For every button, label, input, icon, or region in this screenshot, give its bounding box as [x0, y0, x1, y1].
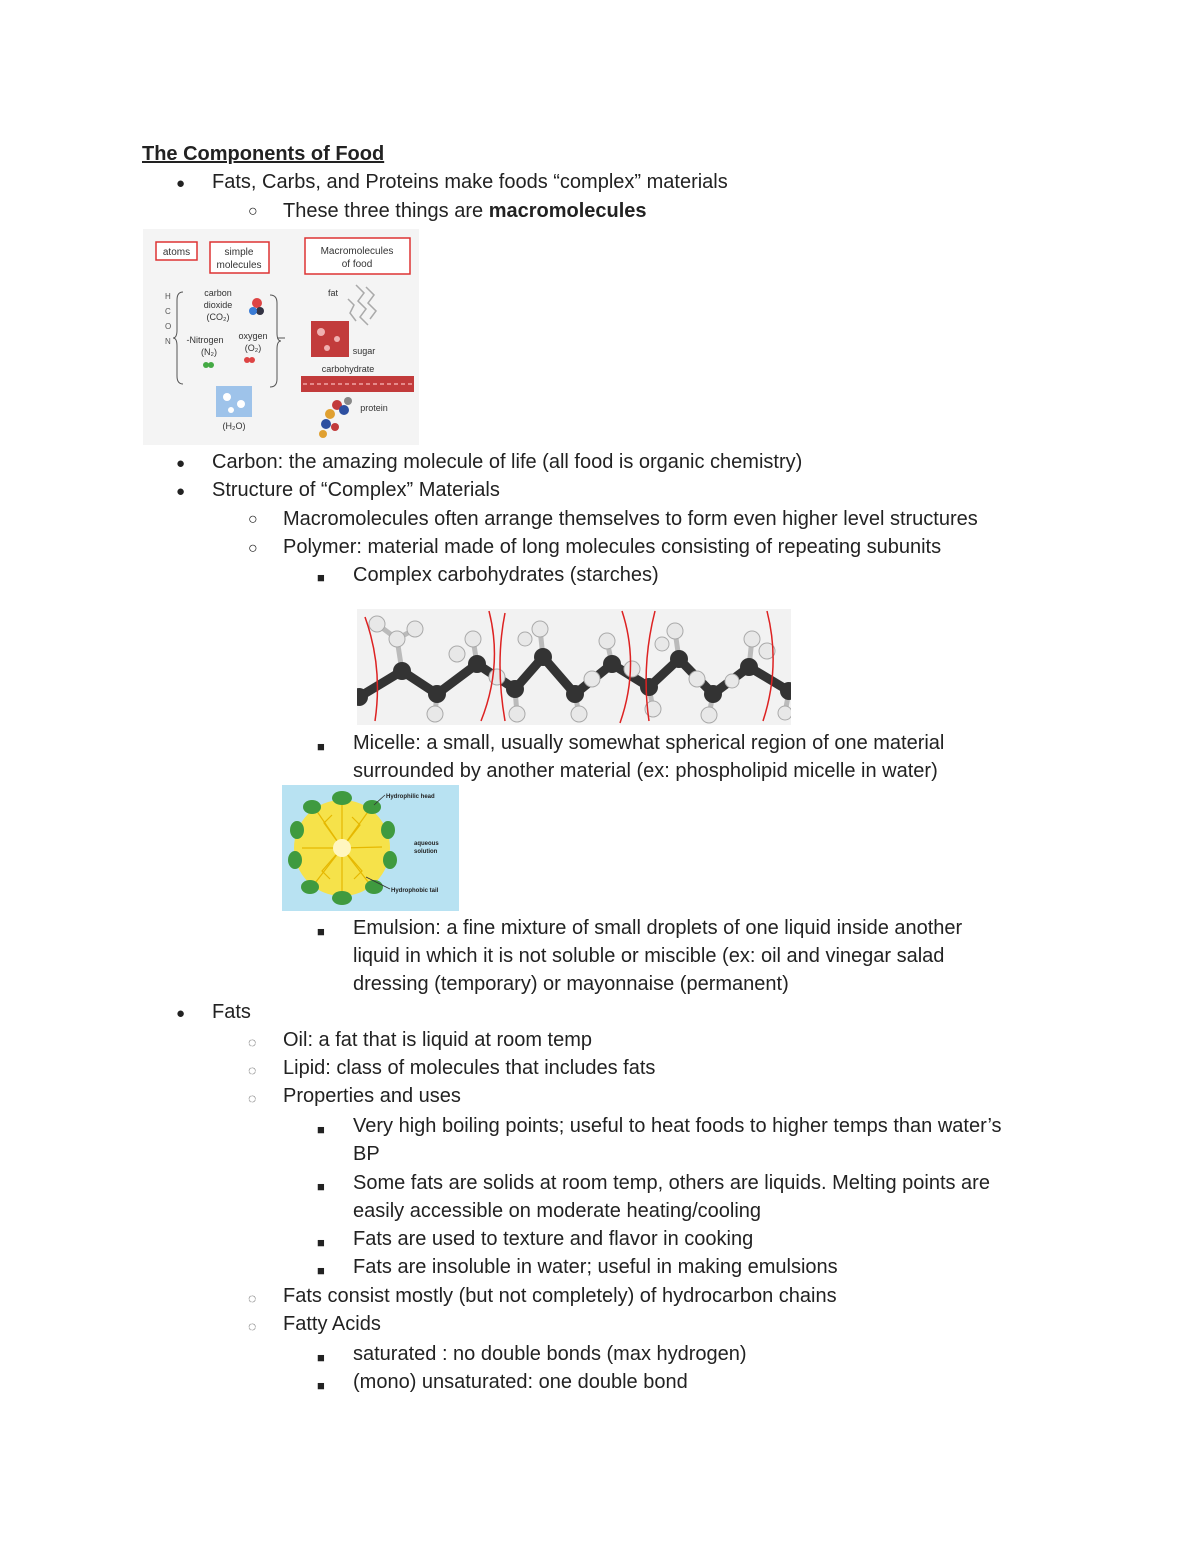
bullet-square: ■ — [317, 1263, 325, 1278]
list-item-boiling-1: Very high boiling points; useful to heat foods to higher temps than water’s — [353, 1115, 1002, 1137]
bullet-circle: ○ — [248, 540, 258, 557]
list-item-micelle-2: surrounded by another material (ex: phospholipid micelle in water) — [353, 760, 938, 782]
bullet-square: ■ — [317, 1122, 325, 1137]
list-item-saturated: saturated : no double bonds (max hydrogen) — [353, 1343, 747, 1365]
aqueous-solution-label-2: solution — [414, 849, 438, 855]
bullet-circle: ○ — [248, 203, 258, 220]
nitrogen-label-1: -Nitrogen — [186, 335, 224, 345]
bullet-dotted: ◌ — [248, 1062, 257, 1078]
micelle-figure — [282, 785, 459, 911]
bullet-square: ■ — [317, 1378, 325, 1393]
nitrogen-label-2: (N₂) — [201, 347, 217, 357]
bullet-dotted: ◌ — [248, 1034, 257, 1050]
macromolecules-label-2: of food — [341, 259, 373, 270]
element-letter-n: N — [165, 337, 171, 346]
bullet-circle: ○ — [248, 511, 258, 528]
carbon-dioxide-label-2: dioxide — [203, 300, 233, 310]
list-item-emulsion-1: Emulsion: a fine mixture of small droplets of one liquid inside another — [353, 917, 963, 939]
bullet-dotted: ◌ — [248, 1290, 257, 1306]
element-letter-h: H — [165, 292, 171, 301]
list-item-boiling-2: BP — [353, 1143, 380, 1165]
sugar-icon — [311, 321, 349, 357]
water-molecules-icon — [216, 386, 252, 417]
macromolecules-figure — [143, 229, 419, 445]
list-item-macro-structures: Macromolecules often arrange themselves to form even higher level structures — [283, 508, 978, 530]
water-label: (H₂O) — [222, 421, 246, 431]
bullet-disc: ● — [176, 1005, 186, 1022]
list-item-insoluble: Fats are insoluble in water; useful in making emulsions — [353, 1256, 838, 1278]
element-letter-o: O — [165, 322, 172, 331]
list-item-structure: Structure of “Complex” Materials — [212, 479, 500, 501]
list-item-complex-carbs: Complex carbohydrates (starches) — [353, 564, 659, 586]
list-item-properties: Properties and uses — [283, 1085, 461, 1107]
polymer-chain-figure — [357, 609, 791, 725]
oxygen-label-1: oxygen — [238, 331, 268, 341]
hydrophobic-tail-label: Hydrophobic tail — [391, 888, 439, 894]
list-item-melting-1: Some fats are solids at room temp, others are liquids. Melting points are — [353, 1172, 990, 1194]
list-item-fats-carbs-proteins: Fats, Carbs, and Proteins make foods “complex” materials — [212, 171, 728, 193]
bullet-dotted: ◌ — [248, 1090, 257, 1106]
bullet-square: ■ — [317, 570, 325, 585]
carbon-dioxide-label-3: (CO₂) — [206, 312, 230, 322]
list-item-micelle-1: Micelle: a small, usually somewhat spherical region of one material — [353, 732, 945, 754]
carbohydrate-label: carbohydrate — [321, 364, 375, 374]
bullet-square: ■ — [317, 924, 325, 939]
bullet-square: ■ — [317, 1179, 325, 1194]
list-item-oil: Oil: a fat that is liquid at room temp — [283, 1029, 593, 1051]
simple-molecules-label-1: simple — [224, 247, 254, 258]
list-item-macromolecules: These three things are macromolecules — [283, 200, 647, 222]
protein-label: protein — [360, 403, 388, 413]
macromolecules-term: macromolecules — [488, 200, 647, 222]
list-item-lipid: Lipid: class of molecules that includes fats — [283, 1057, 656, 1079]
carbon-dioxide-label-1: carbon — [204, 288, 232, 298]
macromolecules-label-1: Macromolecules — [320, 246, 394, 257]
bullet-dotted: ◌ — [248, 1318, 257, 1334]
oxygen-label-2: (O₂) — [244, 343, 262, 353]
list-item-polymer: Polymer: material made of long molecules consisting of repeating subunits — [283, 536, 942, 558]
list-item-fatty-acids: Fatty Acids — [283, 1313, 381, 1335]
list-item-hydrocarbon: Fats consist mostly (but not completely) of hydrocarbon chains — [283, 1285, 837, 1307]
aqueous-solution-label-1: aqueous — [414, 841, 439, 847]
simple-molecules-label-2: molecules — [216, 260, 262, 271]
sugar-label: sugar — [352, 346, 376, 356]
list-item-mono-unsaturated: (mono) unsaturated: one double bond — [353, 1371, 688, 1393]
atoms-label: atoms — [162, 247, 191, 258]
list-item-emulsion-3: dressing (temporary) or mayonnaise (permanent) — [353, 973, 789, 995]
list-item-melting-2: easily accessible on moderate heating/cooling — [353, 1200, 762, 1222]
bullet-disc: ● — [176, 455, 186, 472]
bullet-square: ■ — [317, 739, 325, 754]
page-title: The Components of Food — [142, 143, 385, 165]
bullet-disc: ● — [176, 483, 186, 500]
fat-label: fat — [327, 288, 339, 298]
hydrophilic-head-label: Hydrophilic head — [386, 794, 435, 800]
bullet-disc: ● — [176, 175, 186, 192]
list-item-carbon: Carbon: the amazing molecule of life (all food is organic chemistry) — [212, 451, 803, 473]
list-item-texture: Fats are used to texture and flavor in cooking — [353, 1228, 754, 1250]
list-item-emulsion-2: liquid in which it is not soluble or miscible (ex: oil and vinegar salad — [353, 945, 945, 967]
bullet-square: ■ — [317, 1350, 325, 1365]
list-item-fats: Fats — [212, 1001, 251, 1023]
element-letter-c: C — [165, 307, 171, 316]
bullet-square: ■ — [317, 1235, 325, 1250]
